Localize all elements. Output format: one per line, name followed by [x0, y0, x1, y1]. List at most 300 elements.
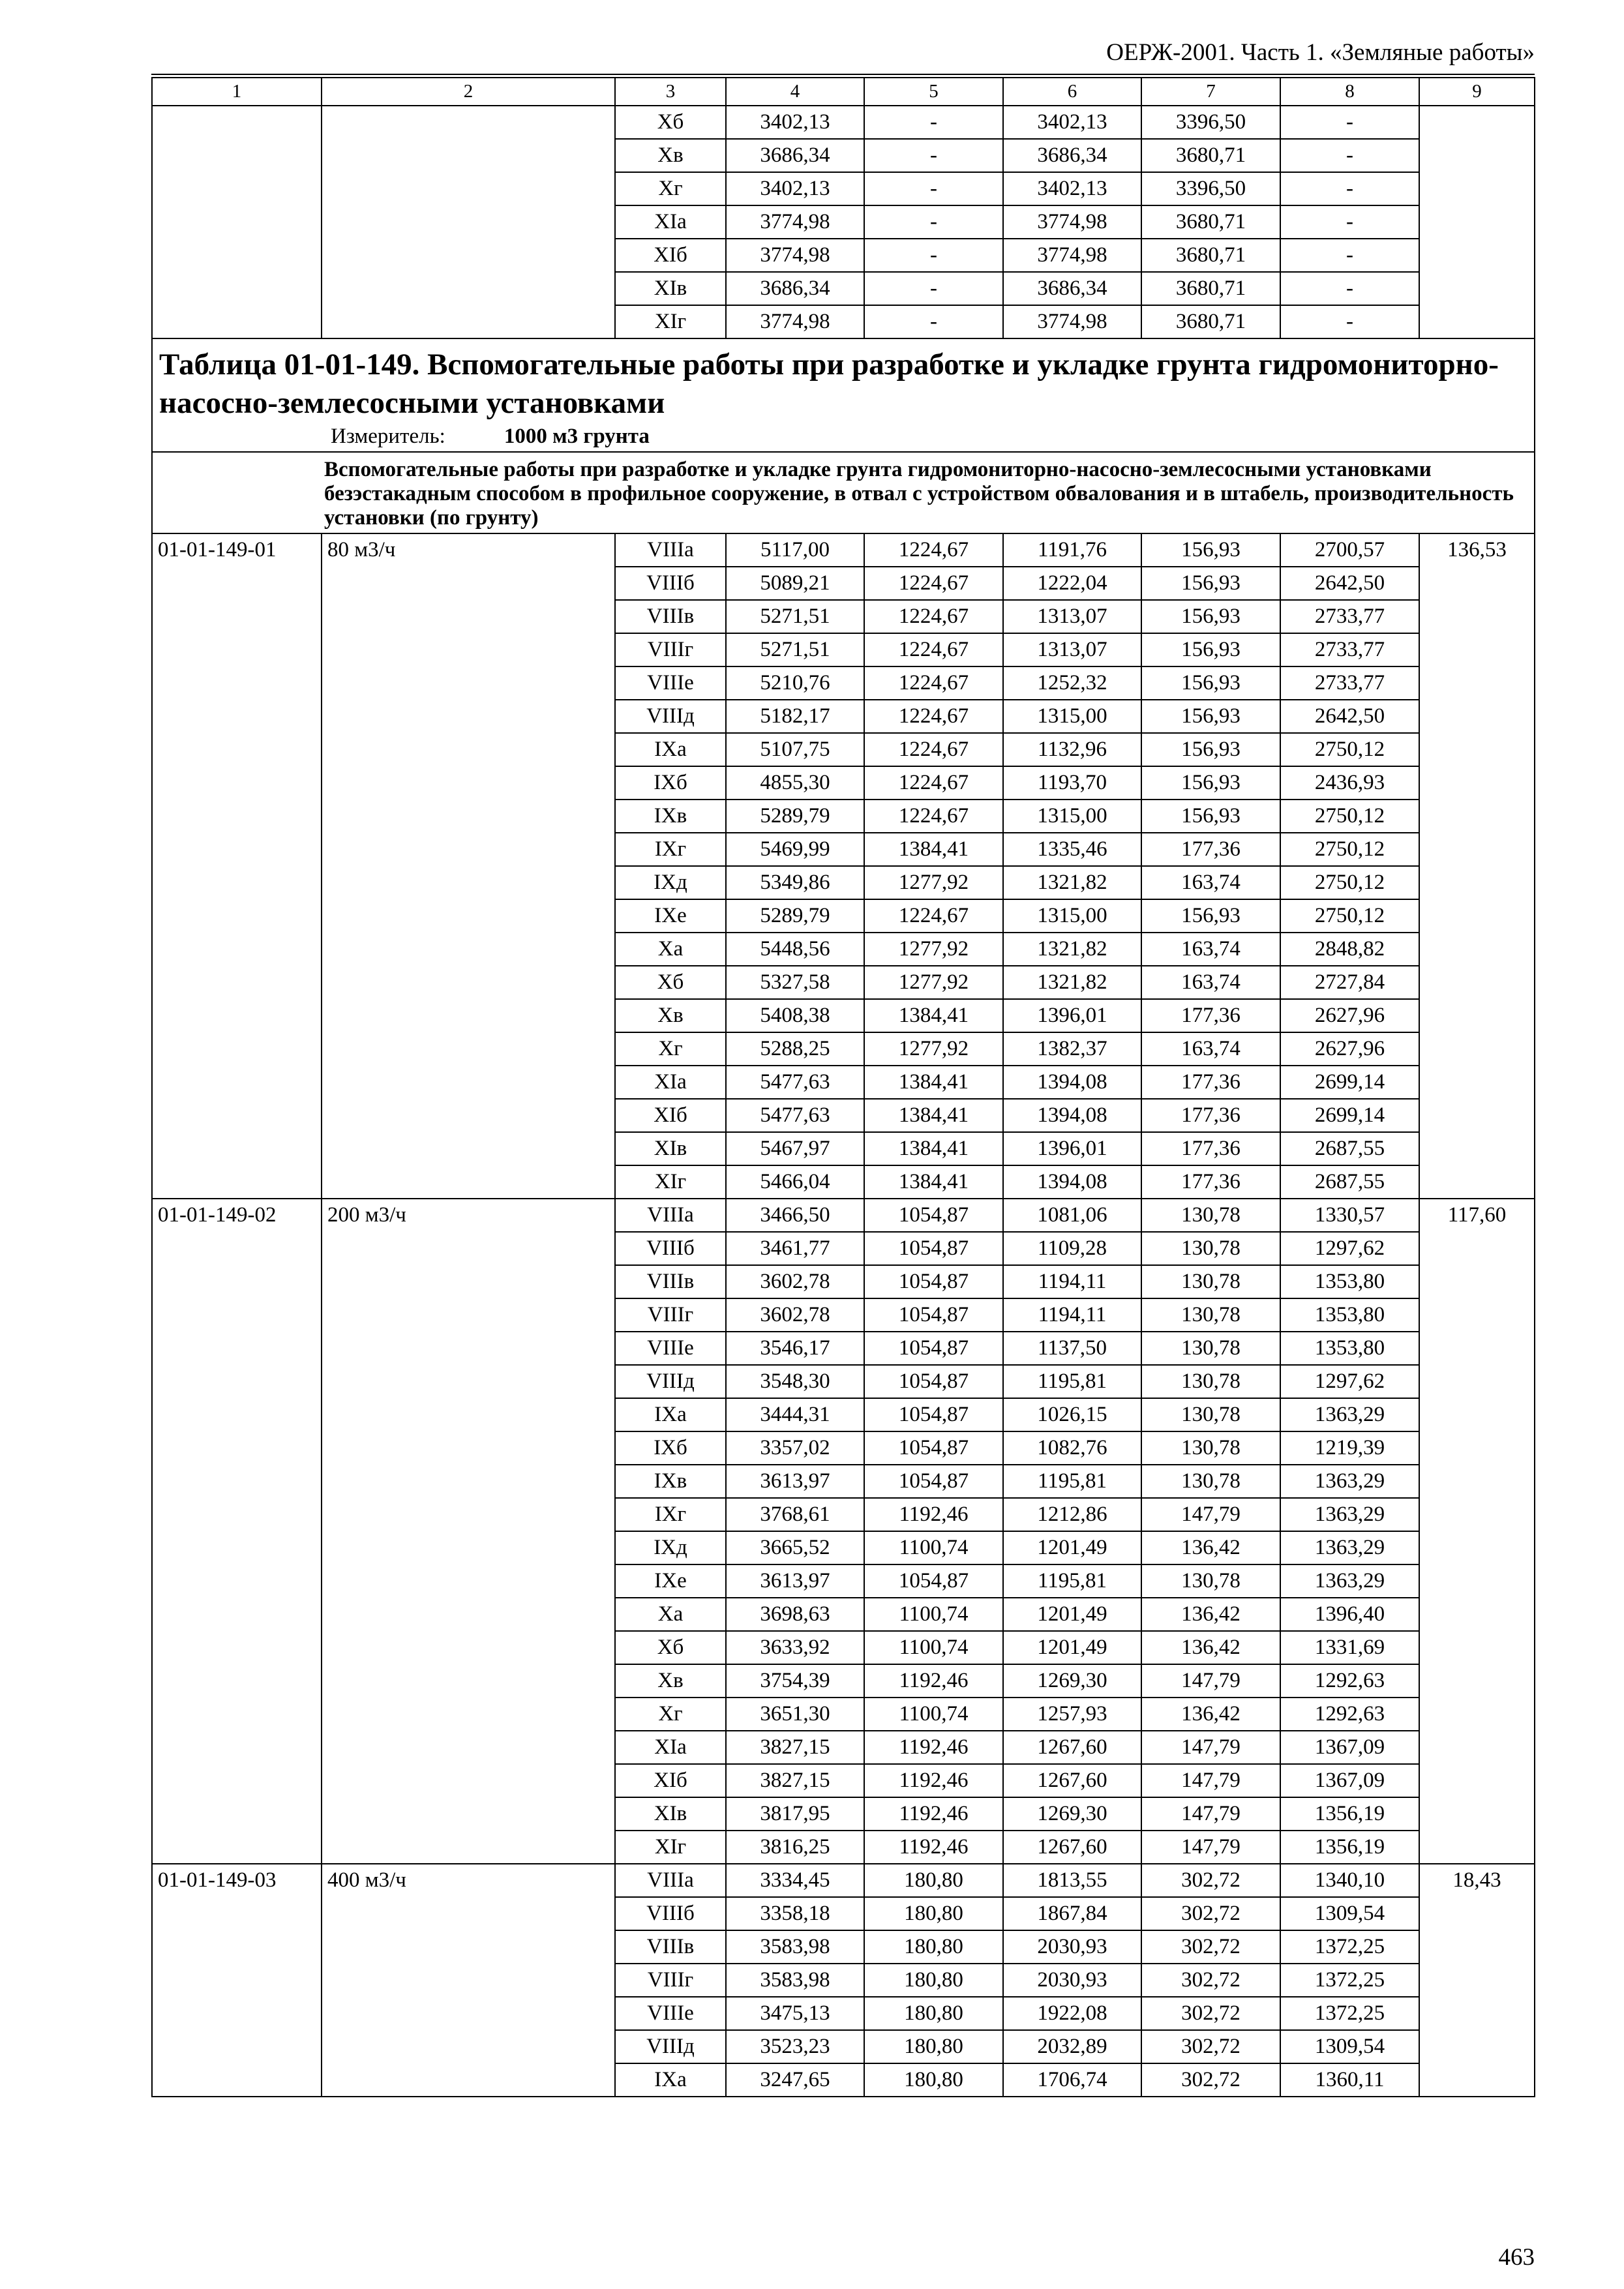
value-cell: 1054,87 [864, 1298, 1003, 1332]
value-cell: Xа [615, 1598, 726, 1631]
value-cell: 156,93 [1141, 733, 1280, 766]
value-cell: 1252,32 [1003, 666, 1141, 700]
value-cell: 1082,76 [1003, 1431, 1141, 1465]
value-cell: 1224,67 [864, 600, 1003, 633]
value-cell: Xа [615, 933, 726, 966]
value-cell: XIг [615, 1831, 726, 1864]
value-cell: 1224,67 [864, 899, 1003, 933]
name-cell: 400 м3/ч [322, 1864, 615, 2097]
value-cell: 1277,92 [864, 866, 1003, 899]
value-cell: 1353,80 [1280, 1332, 1419, 1365]
value-cell: 1335,46 [1003, 833, 1141, 866]
value-cell: 1356,19 [1280, 1831, 1419, 1864]
value-cell: 1195,81 [1003, 1564, 1141, 1598]
value-cell: 1267,60 [1003, 1731, 1141, 1764]
value-cell: IXа [615, 2063, 726, 2097]
value-cell: Xб [615, 966, 726, 999]
value-cell: 180,80 [864, 2063, 1003, 2097]
value-cell: IXг [615, 1498, 726, 1531]
value-cell: 2750,12 [1280, 899, 1419, 933]
value-cell: Xг [615, 1698, 726, 1731]
value-cell: 3475,13 [726, 1997, 864, 2030]
value-cell: 180,80 [864, 1864, 1003, 1897]
value-cell: IXд [615, 866, 726, 899]
value-cell: 1194,11 [1003, 1265, 1141, 1298]
meter-line [159, 425, 1527, 447]
value-cell: 1384,41 [864, 999, 1003, 1032]
value-cell: IXе [615, 1564, 726, 1598]
value-cell: XIб [615, 1764, 726, 1797]
value-cell: 3680,71 [1141, 239, 1280, 272]
value-cell: 1330,57 [1280, 1199, 1419, 1232]
value-cell: 147,79 [1141, 1731, 1280, 1764]
value-cell: 5107,75 [726, 733, 864, 766]
name-cell: 200 м3/ч [322, 1199, 615, 1864]
value-cell: 2687,55 [1280, 1165, 1419, 1199]
value-cell: XIа [615, 1731, 726, 1764]
value-cell: 1396,40 [1280, 1598, 1419, 1631]
value-cell: 2750,12 [1280, 833, 1419, 866]
value-cell: VIIIб [615, 1897, 726, 1930]
value-cell: 130,78 [1141, 1298, 1280, 1332]
value-cell: Xв [615, 999, 726, 1032]
value-cell: 1132,96 [1003, 733, 1141, 766]
value-cell: 5327,58 [726, 966, 864, 999]
value-cell: 1201,49 [1003, 1531, 1141, 1564]
table-row [152, 1864, 1535, 1897]
value-cell: 156,93 [1141, 800, 1280, 833]
value-cell: 1297,62 [1280, 1232, 1419, 1265]
value-cell: VIIIе [615, 1997, 726, 2030]
value-cell: 2030,93 [1003, 1964, 1141, 1997]
value-cell: 1356,19 [1280, 1797, 1419, 1831]
value-cell: 3444,31 [726, 1398, 864, 1431]
description-row [152, 452, 1535, 533]
value-cell: 3613,97 [726, 1465, 864, 1498]
value-cell: 5289,79 [726, 899, 864, 933]
value-cell: 1297,62 [1280, 1365, 1419, 1398]
value-cell: 1195,81 [1003, 1465, 1141, 1498]
value-cell: - [864, 106, 1003, 139]
value-cell: XIв [615, 1132, 726, 1165]
value-cell: 3768,61 [726, 1498, 864, 1531]
value-cell: 147,79 [1141, 1831, 1280, 1864]
value-cell: 4855,30 [726, 766, 864, 800]
value-cell: 147,79 [1141, 1664, 1280, 1698]
value-cell: 156,93 [1141, 666, 1280, 700]
value-cell: 3680,71 [1141, 205, 1280, 239]
value-cell: 302,72 [1141, 1897, 1280, 1930]
value-cell: 3523,23 [726, 2030, 864, 2063]
value-cell: 147,79 [1141, 1797, 1280, 1831]
value-cell: 5408,38 [726, 999, 864, 1032]
value-cell: 1396,01 [1003, 999, 1141, 1032]
value-cell: 3774,98 [1003, 305, 1141, 338]
value-cell: 156,93 [1141, 633, 1280, 666]
value-cell: 1313,07 [1003, 633, 1141, 666]
name-cell: 80 м3/ч [322, 533, 615, 1199]
value-cell: 5349,86 [726, 866, 864, 899]
value-cell: 1195,81 [1003, 1365, 1141, 1398]
value-cell: IXг [615, 833, 726, 866]
value-cell: 1224,67 [864, 567, 1003, 600]
value-cell: 1137,50 [1003, 1332, 1141, 1365]
column-number: 8 [1280, 78, 1419, 106]
value-cell: 5467,97 [726, 1132, 864, 1165]
value-cell: 1922,08 [1003, 1997, 1141, 2030]
value-cell: 136,42 [1141, 1531, 1280, 1564]
value-cell: 5448,56 [726, 933, 864, 966]
value-cell: 1363,29 [1280, 1564, 1419, 1598]
value-cell: 1867,84 [1003, 1897, 1141, 1930]
value-cell: 5469,99 [726, 833, 864, 866]
value-cell: 1192,46 [864, 1797, 1003, 1831]
value-cell: 1191,76 [1003, 533, 1141, 567]
value-cell: 3774,98 [1003, 205, 1141, 239]
value-cell: 2687,55 [1280, 1132, 1419, 1165]
value-cell: VIIIд [615, 1365, 726, 1398]
table-row [152, 106, 1535, 139]
value-cell: 1054,87 [864, 1265, 1003, 1298]
value-cell: Xб [615, 106, 726, 139]
value-cell: 180,80 [864, 1897, 1003, 1930]
value-cell: Xг [615, 1032, 726, 1066]
value-cell: XIг [615, 1165, 726, 1199]
value-cell: 3774,98 [726, 205, 864, 239]
value-cell: 1363,29 [1280, 1531, 1419, 1564]
table-title: Таблица 01-01-149. Вспомогательные работы при разработке и укладке грунта гидромониторно-насосно-землесосными установками [159, 348, 1499, 420]
value-cell: 1277,92 [864, 933, 1003, 966]
value-cell: 3396,50 [1141, 106, 1280, 139]
value-cell: 5182,17 [726, 700, 864, 733]
value-cell: VIIIа [615, 1199, 726, 1232]
value-cell: 177,36 [1141, 1099, 1280, 1132]
value-cell: 3402,13 [726, 172, 864, 205]
value-cell: VIIIе [615, 1332, 726, 1365]
value-cell: 3817,95 [726, 1797, 864, 1831]
value-cell: 1309,54 [1280, 2030, 1419, 2063]
col9-cell [1419, 106, 1535, 338]
value-cell: 3583,98 [726, 1930, 864, 1964]
value-cell: 2627,96 [1280, 1032, 1419, 1066]
value-cell: 3816,25 [726, 1831, 864, 1864]
value-cell: 1224,67 [864, 700, 1003, 733]
value-cell: 147,79 [1141, 1764, 1280, 1797]
value-cell: 1372,25 [1280, 1930, 1419, 1964]
value-cell: 130,78 [1141, 1232, 1280, 1265]
code-cell: 01-01-149-01 [152, 533, 322, 1199]
value-cell: 2750,12 [1280, 733, 1419, 766]
value-cell: 180,80 [864, 2030, 1003, 2063]
value-cell: 180,80 [864, 1964, 1003, 1997]
value-cell: 1054,87 [864, 1332, 1003, 1365]
value-cell: IXв [615, 800, 726, 833]
value-cell: 1222,04 [1003, 567, 1141, 600]
value-cell: 136,42 [1141, 1698, 1280, 1731]
value-cell: 3358,18 [726, 1897, 864, 1930]
value-cell: 1321,82 [1003, 866, 1141, 899]
running-header: ОЕРЖ-2001. Часть 1. «Земляные работы» [1106, 39, 1535, 66]
value-cell: 1054,87 [864, 1465, 1003, 1498]
value-cell: VIIIв [615, 600, 726, 633]
value-cell: 130,78 [1141, 1398, 1280, 1431]
value-cell: XIв [615, 272, 726, 305]
value-cell: 3698,63 [726, 1598, 864, 1631]
value-cell: 5117,00 [726, 533, 864, 567]
value-cell: 3774,98 [1003, 239, 1141, 272]
value-cell: 2733,77 [1280, 666, 1419, 700]
value-cell: 3548,30 [726, 1365, 864, 1398]
value-cell: 1193,70 [1003, 766, 1141, 800]
value-cell: 3613,97 [726, 1564, 864, 1598]
value-cell: 1224,67 [864, 633, 1003, 666]
value-cell: - [864, 205, 1003, 239]
value-cell: 302,72 [1141, 1864, 1280, 1897]
value-cell: 5271,51 [726, 600, 864, 633]
value-cell: Xв [615, 1664, 726, 1698]
value-cell: 302,72 [1141, 1964, 1280, 1997]
table-row [152, 533, 1535, 567]
col9-cell: 117,60 [1419, 1199, 1535, 1864]
value-cell: 1109,28 [1003, 1232, 1141, 1265]
value-cell: 1382,37 [1003, 1032, 1141, 1066]
value-cell: - [1280, 172, 1419, 205]
value-cell: 5477,63 [726, 1099, 864, 1132]
value-cell: 1201,49 [1003, 1598, 1141, 1631]
code-cell: 01-01-149-02 [152, 1199, 322, 1864]
value-cell: 1384,41 [864, 1099, 1003, 1132]
value-cell: 1026,15 [1003, 1398, 1141, 1431]
value-cell: 130,78 [1141, 1265, 1280, 1298]
value-cell: 1267,60 [1003, 1831, 1141, 1864]
value-cell: 1309,54 [1280, 1897, 1419, 1930]
value-cell: 3357,02 [726, 1431, 864, 1465]
value-cell: VIIIа [615, 1864, 726, 1897]
value-cell: 1257,93 [1003, 1698, 1141, 1731]
value-cell: 1321,82 [1003, 966, 1141, 999]
value-cell: 180,80 [864, 1997, 1003, 2030]
value-cell: 1394,08 [1003, 1066, 1141, 1099]
value-cell: 302,72 [1141, 1997, 1280, 2030]
column-number: 4 [726, 78, 864, 106]
column-number: 2 [322, 78, 615, 106]
value-cell: 1054,87 [864, 1431, 1003, 1465]
value-cell: 1292,63 [1280, 1664, 1419, 1698]
value-cell: 1277,92 [864, 966, 1003, 999]
value-cell: 2733,77 [1280, 633, 1419, 666]
value-cell: 180,80 [864, 1930, 1003, 1964]
value-cell: - [864, 305, 1003, 338]
value-cell: 1192,46 [864, 1831, 1003, 1864]
value-cell: 3633,92 [726, 1631, 864, 1664]
value-cell: 3680,71 [1141, 272, 1280, 305]
column-number: 3 [615, 78, 726, 106]
value-cell: 3827,15 [726, 1731, 864, 1764]
value-cell: 2642,50 [1280, 700, 1419, 733]
table-title-cell [152, 338, 1535, 452]
value-cell: 2733,77 [1280, 600, 1419, 633]
value-cell: 1363,29 [1280, 1465, 1419, 1498]
value-cell: 130,78 [1141, 1564, 1280, 1598]
value-cell: 3680,71 [1141, 305, 1280, 338]
value-cell: IXб [615, 766, 726, 800]
value-cell: XIв [615, 1797, 726, 1831]
value-cell: 2032,89 [1003, 2030, 1141, 2063]
value-cell: 302,72 [1141, 2063, 1280, 2097]
value-cell: IXе [615, 899, 726, 933]
value-cell: 163,74 [1141, 933, 1280, 966]
value-cell: 1360,11 [1280, 2063, 1419, 2097]
value-cell: 1100,74 [864, 1598, 1003, 1631]
value-cell: 130,78 [1141, 1365, 1280, 1398]
value-cell: XIб [615, 239, 726, 272]
value-cell: 3247,65 [726, 2063, 864, 2097]
value-cell: 156,93 [1141, 700, 1280, 733]
value-cell: 1340,10 [1280, 1864, 1419, 1897]
value-cell: 1269,30 [1003, 1797, 1141, 1831]
value-cell: 3651,30 [726, 1698, 864, 1731]
value-cell: 1372,25 [1280, 1964, 1419, 1997]
value-cell: 5477,63 [726, 1066, 864, 1099]
value-cell: 1192,46 [864, 1764, 1003, 1797]
value-cell: - [1280, 139, 1419, 172]
value-cell: 2030,93 [1003, 1930, 1141, 1964]
value-cell: 3686,34 [1003, 272, 1141, 305]
value-cell: 177,36 [1141, 833, 1280, 866]
meter-label: Измеритель: [331, 425, 445, 448]
value-cell: 1100,74 [864, 1531, 1003, 1564]
col9-cell: 136,53 [1419, 533, 1535, 1199]
value-cell: 1224,67 [864, 766, 1003, 800]
value-cell: 1372,25 [1280, 1997, 1419, 2030]
value-cell: 5466,04 [726, 1165, 864, 1199]
value-cell: 1224,67 [864, 733, 1003, 766]
column-number: 7 [1141, 78, 1280, 106]
value-cell: - [864, 139, 1003, 172]
value-cell: VIIIг [615, 1298, 726, 1332]
value-cell: VIIIа [615, 533, 726, 567]
value-cell: 1315,00 [1003, 899, 1141, 933]
value-cell: IXд [615, 1531, 726, 1564]
value-cell: 1363,29 [1280, 1398, 1419, 1431]
value-cell: - [1280, 106, 1419, 139]
value-cell: VIIIд [615, 2030, 726, 2063]
value-cell: 130,78 [1141, 1431, 1280, 1465]
value-cell: 3546,17 [726, 1332, 864, 1365]
value-cell: 163,74 [1141, 866, 1280, 899]
value-cell: 156,93 [1141, 567, 1280, 600]
table-description: Вспомогательные работы при разработке и укладке грунта гидромониторно-насосно-землесосными установками безэстакадным способом в профильное сооружение, в отвал с устройством обвалования и в штабель, производительность установки (по грунту) [152, 452, 1535, 533]
column-number-row [152, 78, 1535, 106]
value-cell: 1192,46 [864, 1731, 1003, 1764]
value-cell: 3402,13 [726, 106, 864, 139]
value-cell: XIб [615, 1099, 726, 1132]
value-cell: 1394,08 [1003, 1165, 1141, 1199]
value-cell: 3402,13 [1003, 106, 1141, 139]
value-cell: 1212,86 [1003, 1498, 1141, 1531]
value-cell: 1394,08 [1003, 1099, 1141, 1132]
value-cell: XIг [615, 305, 726, 338]
value-cell: - [864, 172, 1003, 205]
value-cell: 302,72 [1141, 2030, 1280, 2063]
value-cell: 3680,71 [1141, 139, 1280, 172]
value-cell: 1054,87 [864, 1398, 1003, 1431]
value-cell: 2627,96 [1280, 999, 1419, 1032]
value-cell: 1384,41 [864, 1132, 1003, 1165]
value-cell: 3583,98 [726, 1964, 864, 1997]
column-number: 1 [152, 78, 322, 106]
value-cell: 1353,80 [1280, 1298, 1419, 1332]
value-cell: 1277,92 [864, 1032, 1003, 1066]
value-cell: 3686,34 [1003, 139, 1141, 172]
value-cell: 1321,82 [1003, 933, 1141, 966]
value-cell: 1224,67 [864, 800, 1003, 833]
value-cell: 1054,87 [864, 1365, 1003, 1398]
value-cell: VIIIе [615, 666, 726, 700]
value-cell: 2642,50 [1280, 567, 1419, 600]
value-cell: 5288,25 [726, 1032, 864, 1066]
value-cell: 3665,52 [726, 1531, 864, 1564]
value-cell: Xг [615, 172, 726, 205]
value-cell: 147,79 [1141, 1498, 1280, 1531]
value-cell: 1315,00 [1003, 700, 1141, 733]
value-cell: 5089,21 [726, 567, 864, 600]
value-cell: 130,78 [1141, 1465, 1280, 1498]
value-cell: 1054,87 [864, 1232, 1003, 1265]
value-cell: 1267,60 [1003, 1764, 1141, 1797]
value-cell: 130,78 [1141, 1332, 1280, 1365]
value-cell: 1315,00 [1003, 800, 1141, 833]
value-cell: 1224,67 [864, 666, 1003, 700]
header-rule [151, 74, 1535, 75]
value-cell: - [864, 272, 1003, 305]
column-number: 5 [864, 78, 1003, 106]
estimate-table [151, 77, 1535, 2097]
value-cell: IXа [615, 1398, 726, 1431]
value-cell: 1100,74 [864, 1631, 1003, 1664]
code-cell [152, 106, 322, 338]
value-cell: 1367,09 [1280, 1731, 1419, 1764]
value-cell: 5289,79 [726, 800, 864, 833]
value-cell: 1192,46 [864, 1498, 1003, 1531]
value-cell: 1396,01 [1003, 1132, 1141, 1165]
value-cell: 3461,77 [726, 1232, 864, 1265]
value-cell: 1081,06 [1003, 1199, 1141, 1232]
col9-cell: 18,43 [1419, 1864, 1535, 2097]
value-cell: 3774,98 [726, 239, 864, 272]
value-cell: 2727,84 [1280, 966, 1419, 999]
value-cell: 136,42 [1141, 1598, 1280, 1631]
value-cell: - [1280, 205, 1419, 239]
value-cell: 5271,51 [726, 633, 864, 666]
value-cell: 177,36 [1141, 1066, 1280, 1099]
value-cell: 3754,39 [726, 1664, 864, 1698]
value-cell: 3466,50 [726, 1199, 864, 1232]
value-cell: 1054,87 [864, 1564, 1003, 1598]
value-cell: 2848,82 [1280, 933, 1419, 966]
value-cell: 2699,14 [1280, 1066, 1419, 1099]
value-cell: 1313,07 [1003, 600, 1141, 633]
value-cell: 3396,50 [1141, 172, 1280, 205]
value-cell: 156,93 [1141, 766, 1280, 800]
value-cell: IXб [615, 1431, 726, 1465]
value-cell: 3774,98 [726, 305, 864, 338]
value-cell: 1384,41 [864, 1165, 1003, 1199]
value-cell: 1224,67 [864, 533, 1003, 567]
value-cell: 302,72 [1141, 1930, 1280, 1964]
value-cell: VIIIб [615, 567, 726, 600]
value-cell: 1367,09 [1280, 1764, 1419, 1797]
